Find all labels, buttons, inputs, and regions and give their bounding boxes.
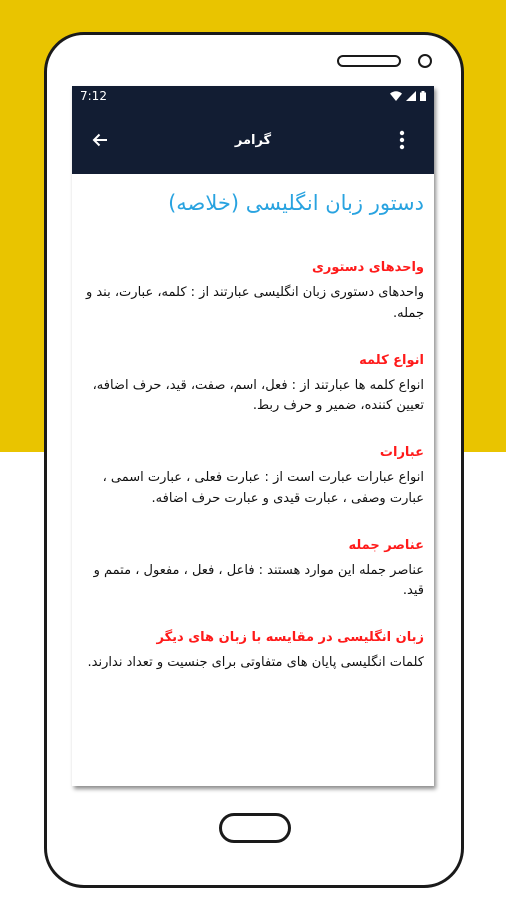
app-bar	[72, 106, 434, 174]
section-text: عناصر جمله این موارد هستند : فاعل ، فعل ، مفعول ، متمم و قید.	[93, 562, 424, 599]
overflow-menu-button[interactable]	[378, 116, 426, 164]
section-phrases	[82, 444, 424, 508]
back-button[interactable]	[76, 116, 124, 164]
section-heading: واحدهای دستوری	[311, 260, 424, 276]
battery-icon	[420, 91, 426, 101]
status-icons	[390, 91, 426, 101]
signal-icon	[406, 91, 416, 101]
app-title: گرامر	[234, 132, 272, 148]
wifi-icon	[390, 91, 402, 101]
section-comparison	[82, 629, 424, 673]
article-title: دستور زبان انگلیسی (خلاصه)	[168, 191, 424, 215]
section-heading: عناصر جمله	[348, 537, 424, 553]
arrow-back-icon	[92, 132, 108, 148]
section-text: انواع کلمه ها عبارتند از : فعل، اسم، صفت، قید، حرف اضافه، تعیین کننده، ضمیر و حرف ربط.	[92, 377, 424, 414]
more-vert-icon	[399, 130, 405, 150]
article-content	[72, 174, 434, 674]
phone-camera	[418, 54, 432, 68]
section-heading: زبان انگلیسی در مقایسه با زبان های دیگر	[156, 630, 424, 646]
section-text: واحدهای دستوری زبان انگلیسی عبارتند از : کلمه، عبارت، بند و جمله.	[85, 285, 424, 321]
app-screen	[72, 86, 434, 786]
home-button[interactable]	[219, 813, 291, 843]
section-text: کلمات انگلیسی پایان های متفاوتی برای جنسیت و تعداد ندارند.	[87, 655, 424, 671]
section-grammar-units	[82, 259, 424, 323]
section-text: انواع عبارات عبارت است از : عبارت فعلی ، عبارت اسمی ، عبارت وصفی ، عبارت قیدی و عبارت حرف اضافه.	[102, 470, 424, 506]
section-sentence-elements	[82, 537, 424, 601]
status-time: 7:12	[80, 89, 107, 103]
section-heading: عبارات	[379, 445, 424, 461]
phone-speaker	[337, 55, 401, 67]
section-word-types	[82, 352, 424, 416]
status-bar	[72, 86, 434, 106]
section-heading: انواع کلمه	[359, 352, 424, 368]
